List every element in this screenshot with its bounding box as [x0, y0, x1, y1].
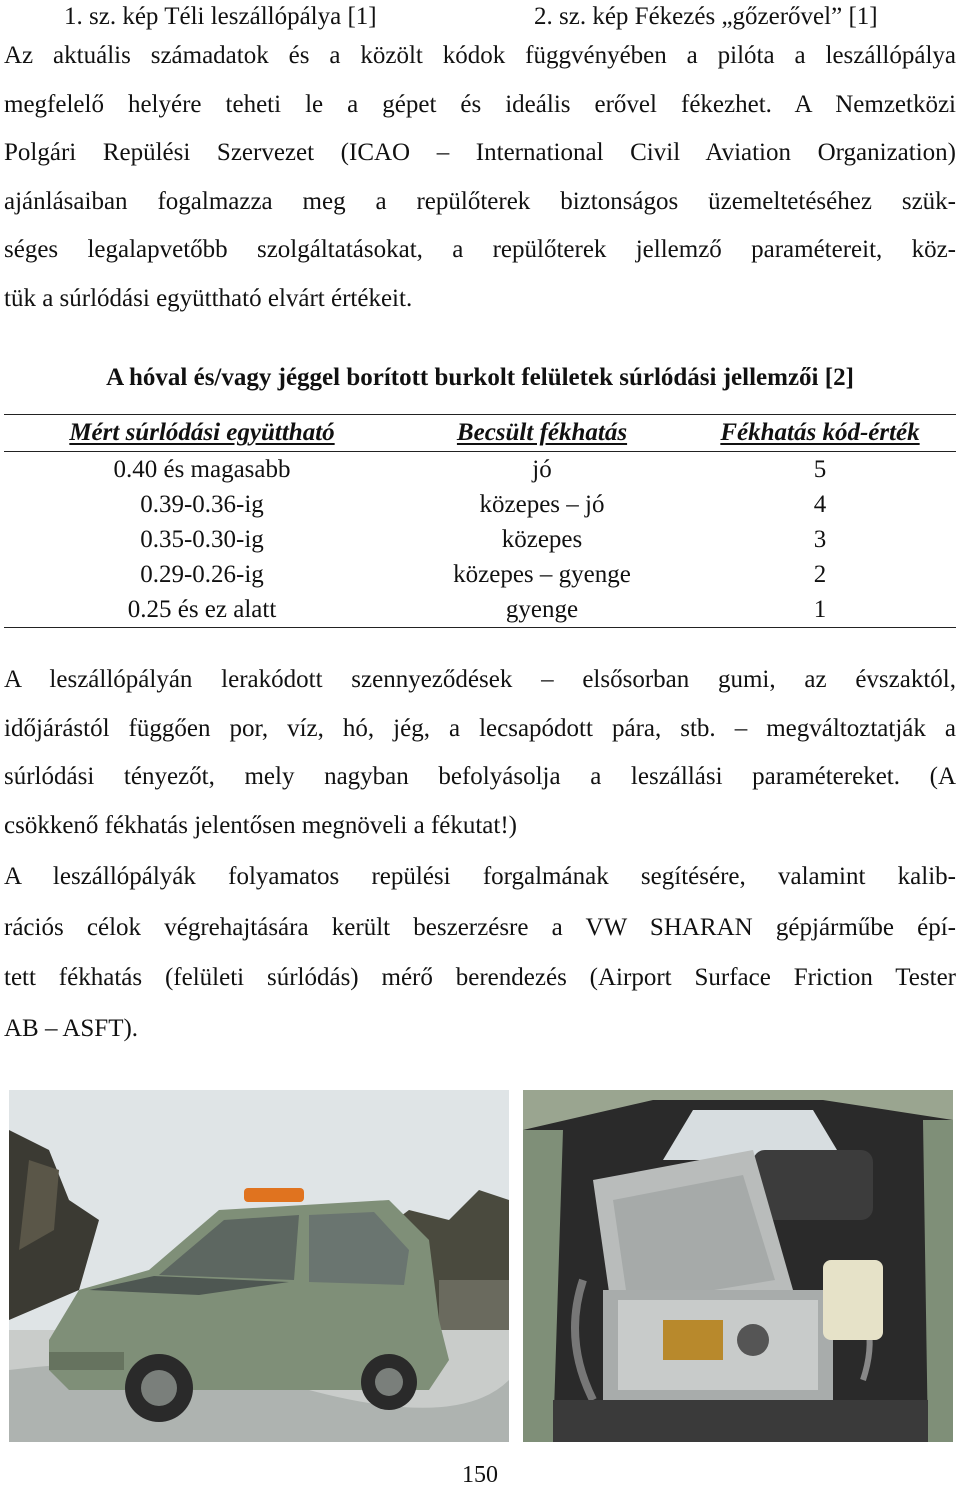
photo-measuring-car	[9, 1090, 509, 1442]
table-cell: közepes	[501, 525, 583, 553]
table-cell: 0.39-0.36-ig	[140, 490, 264, 518]
friction-table	[4, 414, 956, 628]
column-header: Becsült fékhatás	[400, 415, 684, 452]
table-cell: gyenge	[400, 592, 684, 628]
photo-friction-tester-trunk	[523, 1090, 953, 1442]
text-line: A leszállópályák folyamatos repülési forgalmának segítésére, valamint kalib-	[4, 863, 956, 890]
text-line: csökkenő fékhatás jelentősen megnöveli a fékutat!)	[4, 811, 518, 839]
caption-2: 2. sz. kép Fékezés „gőzerővel” [1]	[534, 3, 878, 30]
text-line: ajánlásaiban fogalmazza meg a repülőterek biztonságos üzemeltetéséhez szük-	[4, 187, 956, 215]
text-line: súrlódási tényezőt, mely nagyban befolyásolja a leszállási paramétereket. (A	[4, 763, 956, 791]
table-row	[4, 592, 956, 628]
table-cell: közepes – gyenge	[453, 560, 631, 588]
text-line: Polgári Repülési Szervezet (ICAO – International Civil Aviation Organization)	[4, 139, 956, 167]
table-cell: 2	[813, 560, 827, 588]
intro-paragraph	[4, 32, 956, 324]
column-header: Fékhatás kód-érték	[684, 415, 956, 452]
table-cell: 0.35-0.30-ig	[140, 525, 264, 553]
table-row	[4, 522, 956, 557]
table-cell: 0.40 és magasabb	[113, 455, 291, 483]
table-cell: jó	[532, 455, 552, 483]
table-cell: 0.25 és ez alatt	[4, 592, 400, 628]
table-title: A hóval és/vagy jéggel borított burkolt felületek súrlódási jellemzői [2]	[106, 364, 854, 391]
text-line: időjárástól függően por, víz, hó, jég, a lecsapódott pára, stb. – megváltoztatják a	[4, 714, 956, 742]
table-cell: közepes – jó	[479, 490, 605, 518]
text-line: A leszállópályán lerakódott szennyeződések – elsősorban gumi, az évszaktól,	[4, 666, 956, 693]
text-line: megfelelő helyére teheti le a gépet és ideális erővel fékezhet. A Nemzetközi	[4, 90, 956, 118]
table-row	[4, 487, 956, 522]
table-cell: 5	[813, 455, 827, 483]
table-cell: 0.29-0.26-ig	[140, 560, 264, 588]
caption-1: 1. sz. kép Téli leszállópálya [1]	[64, 3, 377, 30]
table-row	[4, 452, 956, 488]
text-line: Az aktuális számadatok és a közölt kódok függvényében a pilóta a leszállópálya	[4, 42, 956, 69]
contamination-paragraph	[4, 656, 956, 850]
table-cell: 3	[813, 525, 827, 553]
text-line: séges legalapvetőbb szolgáltatásokat, a repülőterek jellemző paramétereit, köz-	[4, 236, 956, 264]
table-row	[4, 557, 956, 592]
text-line: AB – ASFT).	[4, 1014, 139, 1042]
text-line: tük a súrlódási együttható elvárt értékeit.	[4, 284, 413, 312]
table-header-row	[4, 415, 956, 452]
table-cell: 1	[684, 592, 956, 628]
text-line: rációs célok végrehajtására került beszerzésre a VW SHARAN gépjárműbe épí-	[4, 913, 956, 941]
column-header: Mért súrlódási együttható	[4, 415, 400, 452]
text-line: tett fékhatás (felületi súrlódás) mérő berendezés (Airport Surface Friction Tester	[4, 964, 956, 991]
page-number: 150	[462, 1462, 498, 1488]
table-cell: 4	[813, 490, 827, 518]
asft-paragraph	[4, 852, 956, 1054]
